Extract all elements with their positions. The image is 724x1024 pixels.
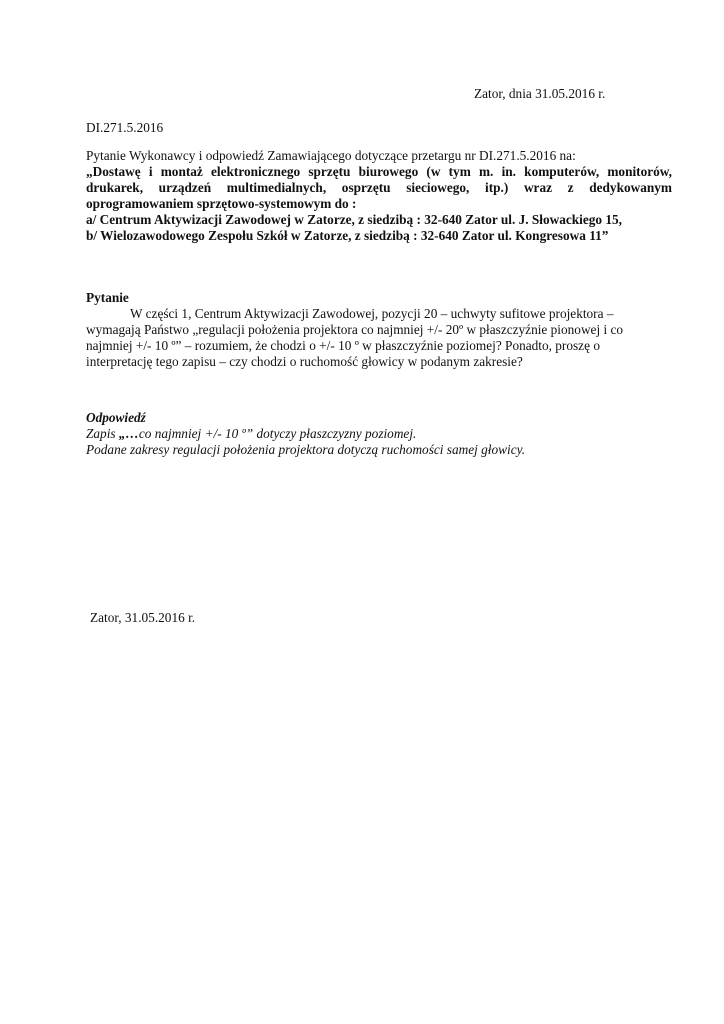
question-heading: Pytanie [86, 290, 129, 305]
question-line-2: wymagają Państwo „regulacji położenia projektora co najmniej +/- 20º w płaszczyźnie pionowej i co [86, 322, 624, 337]
answer-body [86, 426, 525, 458]
reference-number: DI.271.5.2016 [86, 120, 164, 135]
footer-place-date: Zator, 31.05.2016 r. [90, 610, 196, 625]
answer-line-2: Podane zakresy regulacji położenia projektora dotyczą ruchomości samej głowicy. [86, 442, 526, 457]
tender-subject-main: „Dostawę i montaż elektronicznego sprzętu biurowego (w tym m. in. komputerów, monitorów, drukarek, urządzeń multimedialnych, osprzętu sieciowego, itp.) wraz z dedykowanym oprogramowaniem sprzętowo-systemowym do : [86, 164, 672, 211]
answer-line-1 [86, 426, 525, 442]
answer-line-1-rest: co najmniej +/- 10 º” dotyczy płaszczyzny poziomej. [138, 426, 417, 441]
intro-text: Pytanie Wykonawcy i odpowiedź Zamawiającego dotyczące przetargu nr DI.271.5.2016 na: [86, 148, 576, 163]
question-line-3: najmniej +/- 10 º” – rozumiem, że chodzi o +/- 10 º w płaszczyźnie poziomej? Ponadto, proszę o [86, 338, 600, 353]
question-body [86, 306, 646, 370]
answer-heading: Odpowiedź [86, 410, 146, 425]
answer-line-1-prefix: Zapis [86, 426, 119, 441]
tender-location-b: b/ Wielozawodowego Zespołu Szkół w Zatorze, z siedzibą : 32-640 Zator ul. Kongresowa 11” [86, 228, 609, 243]
tender-location-a: a/ Centrum Aktywizacji Zawodowej w Zatorze, z siedzibą : 32-640 Zator ul. J. Słowackiego 15, [86, 212, 623, 227]
tender-subject [86, 164, 672, 244]
question-line-1: W części 1, Centrum Aktywizacji Zawodowej, pozycji 20 – uchwyty sufitowe projektora – [130, 306, 614, 321]
answer-line-1-quote: „… [118, 426, 139, 441]
question-line-4: interpretację tego zapisu – czy chodzi o ruchomość głowicy w podanym zakresie? [86, 354, 523, 369]
header-place-date: Zator, dnia 31.05.2016 r. [474, 86, 606, 101]
